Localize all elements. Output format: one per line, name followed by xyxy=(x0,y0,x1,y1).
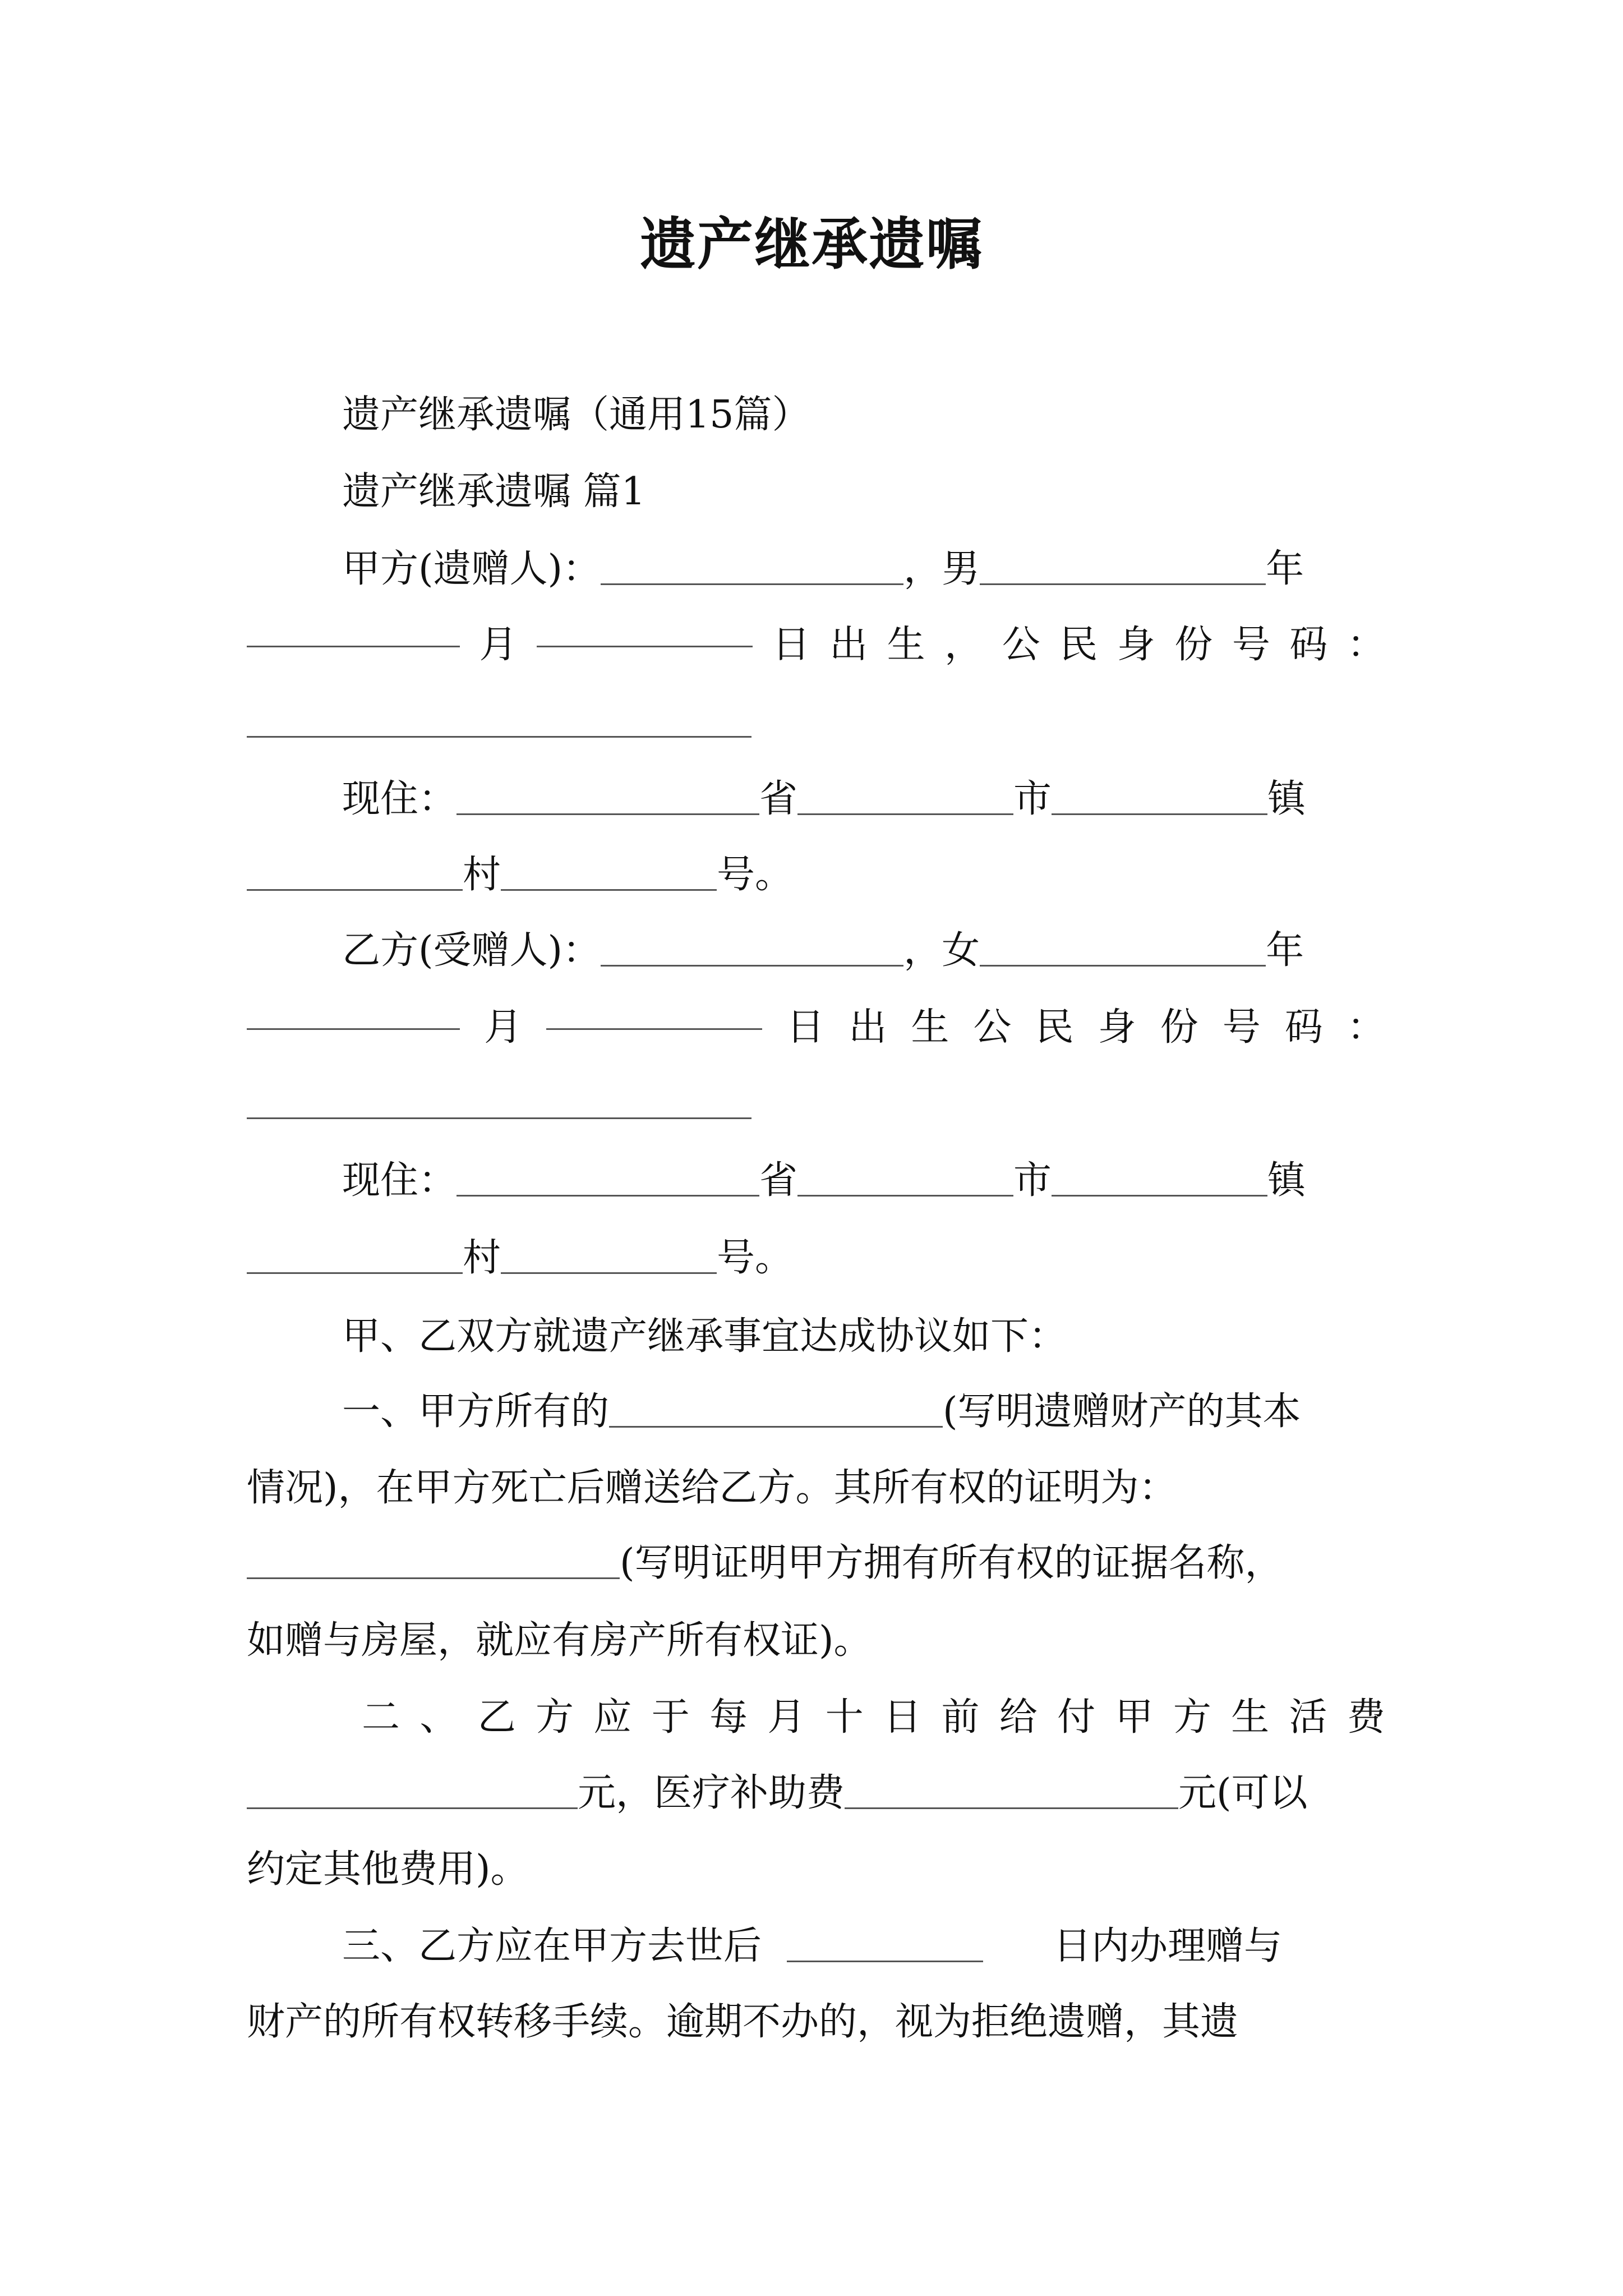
clause-2-char: 每 xyxy=(709,1695,748,1740)
party-b-village-line xyxy=(247,1222,1385,1295)
clause-1-text: 一、甲方所有的 xyxy=(342,1389,610,1434)
party-a-city: 市 xyxy=(1013,777,1052,821)
party-b-day-char: 份 xyxy=(1160,1005,1198,1050)
agreement-intro: 甲、乙双方就遗产继承事宜达成协议如下： xyxy=(342,1314,1067,1359)
party-b-day-char: 身 xyxy=(1098,1005,1136,1050)
party-b-birth-year-blank xyxy=(980,963,1266,967)
clause-1-proof-blank xyxy=(247,1575,620,1579)
party-a-day-char: 份 xyxy=(1174,623,1213,667)
party-a-line-2 xyxy=(247,609,1385,682)
party-a-gender: ，男 xyxy=(903,547,980,591)
clause-2-char: 活 xyxy=(1289,1695,1327,1740)
party-b-line-1 xyxy=(247,914,1385,987)
party-a-birth-day-blank xyxy=(537,643,753,647)
party-a-city-blank xyxy=(797,811,1013,815)
clause-1-line-3 xyxy=(247,1527,1385,1600)
clause-3-text: 三、乙方应在甲方去世后 xyxy=(342,1924,762,1968)
party-b-month: 月 xyxy=(484,1005,523,1050)
transfer-days-blank xyxy=(787,1958,983,1962)
clause-2-char: 给 xyxy=(999,1695,1038,1740)
party-a-day-char: 身 xyxy=(1117,623,1155,667)
clause-2-char: 于 xyxy=(651,1695,690,1740)
clause-2-char: 、 xyxy=(419,1695,458,1740)
clause-1-note: (写明遗赠财产的其本 xyxy=(943,1389,1301,1434)
party-a-province-blank xyxy=(457,811,759,815)
clause-1-proof-note: (写明证明甲方拥有所有权的证据名称， xyxy=(620,1541,1283,1585)
party-b-name-blank xyxy=(601,963,903,967)
party-a-birth-month-blank xyxy=(247,643,460,647)
party-a-day-char: 民 xyxy=(1059,623,1098,667)
clause-2-char: 十 xyxy=(825,1695,864,1740)
party-a-village-blank xyxy=(247,887,463,891)
party-b-town-blank xyxy=(1052,1193,1267,1197)
party-a-line-1 xyxy=(247,533,1385,606)
party-a-id-blank xyxy=(247,734,751,738)
party-a-line-3 xyxy=(247,685,1385,758)
clause-2-char: 二 xyxy=(362,1695,400,1740)
party-a-number-blank xyxy=(501,887,717,891)
clause-3-line-1 xyxy=(247,1910,1385,1983)
party-a-day-char: 码 xyxy=(1289,623,1328,667)
party-b-day-char: 日 xyxy=(786,1005,825,1050)
clause-2-char: 月 xyxy=(767,1695,806,1740)
party-a-residence-line xyxy=(247,763,1385,836)
party-b-day-char: 生 xyxy=(911,1005,949,1050)
party-a-day-char: 出 xyxy=(829,623,868,667)
living-expense-blank xyxy=(247,1805,578,1809)
party-a-birth-year-blank xyxy=(980,581,1266,585)
party-b-day-char: 出 xyxy=(849,1005,887,1050)
party-b-birth-month-blank xyxy=(247,1026,460,1030)
party-a-village-line xyxy=(247,839,1385,912)
party-a-day-char: 日 xyxy=(772,623,810,667)
clause-1-property-blank xyxy=(609,1424,943,1428)
party-b-day-char: 码 xyxy=(1284,1005,1323,1050)
party-a-residence-label: 现住： xyxy=(342,777,457,821)
party-a-day-char: ： xyxy=(1347,623,1385,667)
clause-2-line-3: 约定其他费用)。 xyxy=(247,1847,529,1892)
party-a-village: 村 xyxy=(463,853,501,897)
party-b-residence-label: 现住： xyxy=(342,1158,457,1203)
party-b-city-blank xyxy=(797,1193,1013,1197)
party-b-day-char: ： xyxy=(1347,1005,1385,1050)
party-b-label: 乙方(受赠人)： xyxy=(342,928,601,973)
party-a-day-char: ， xyxy=(944,623,983,667)
party-a-name-blank xyxy=(601,581,903,585)
party-b-day-char: 公 xyxy=(973,1005,1012,1050)
party-b-village: 村 xyxy=(463,1236,501,1280)
party-a-day-char: 公 xyxy=(1002,623,1040,667)
clause-2-char: 甲 xyxy=(1115,1695,1154,1740)
party-b-residence-line xyxy=(247,1144,1385,1217)
party-b-number-blank xyxy=(501,1270,717,1274)
clause-3-line-2: 财产的所有权转移手续。逾期不办的，视为拒绝遗赠，其遗 xyxy=(247,2000,1239,2044)
party-a-town: 镇 xyxy=(1267,777,1306,821)
party-b-line-2 xyxy=(247,991,1385,1064)
party-b-province: 省 xyxy=(759,1158,798,1203)
party-b-birth-day-blank xyxy=(546,1026,762,1030)
party-b-number: 号。 xyxy=(717,1236,794,1280)
party-a-year: 年 xyxy=(1266,547,1304,591)
party-b-gender: ，女 xyxy=(903,928,980,973)
party-b-line-3 xyxy=(247,1067,1385,1140)
clause-2-char: 付 xyxy=(1057,1695,1096,1740)
party-b-city: 市 xyxy=(1013,1158,1052,1203)
clause-2-char: 方 xyxy=(1173,1695,1211,1740)
party-b-day-char: 民 xyxy=(1035,1005,1074,1050)
party-a-town-blank xyxy=(1052,811,1267,815)
document-title: 遗产继承遗嘱 xyxy=(640,211,983,277)
party-b-province-blank xyxy=(457,1193,759,1197)
clause-2-char: 日 xyxy=(883,1695,922,1740)
clause-2-line-1 xyxy=(247,1681,1385,1754)
clause-2-char: 生 xyxy=(1231,1695,1270,1740)
party-b-town: 镇 xyxy=(1267,1158,1306,1203)
clause-2-line-2 xyxy=(247,1757,1385,1830)
party-a-label: 甲方(遗赠人)： xyxy=(342,547,601,591)
clause-1-line-4: 如赠与房屋，就应有房产所有权证)。 xyxy=(247,1618,872,1663)
party-b-year: 年 xyxy=(1266,928,1304,973)
clause-2-medical-label: 元，医疗补助费 xyxy=(578,1771,845,1815)
clause-1-line-1 xyxy=(247,1375,1385,1448)
medical-subsidy-blank xyxy=(845,1805,1178,1809)
party-b-id-blank xyxy=(247,1115,751,1119)
clause-2-char: 乙 xyxy=(477,1695,516,1740)
clause-2-optional-note: 元(可以 xyxy=(1178,1771,1308,1815)
clause-2-char: 方 xyxy=(536,1695,574,1740)
party-a-month: 月 xyxy=(479,623,518,667)
clause-1-line-2: 情况)，在甲方死亡后赠送给乙方。其所有权的证明为： xyxy=(247,1466,1177,1510)
clause-2-char: 前 xyxy=(941,1695,980,1740)
party-b-village-blank xyxy=(247,1270,463,1274)
section-heading: 遗产继承遗嘱 篇1 xyxy=(342,470,645,514)
party-a-day-char: 生 xyxy=(887,623,925,667)
clause-2-char: 费 xyxy=(1347,1695,1385,1740)
clause-3-text-2: 日内办理赠与 xyxy=(1053,1924,1283,1968)
party-b-day-char: 号 xyxy=(1222,1005,1261,1050)
party-a-number: 号。 xyxy=(717,853,794,897)
party-a-day-char: 号 xyxy=(1232,623,1270,667)
party-a-province: 省 xyxy=(759,777,798,821)
subtitle: 遗产继承遗嘱（通用15篇） xyxy=(342,393,810,437)
clause-2-char: 应 xyxy=(593,1695,632,1740)
